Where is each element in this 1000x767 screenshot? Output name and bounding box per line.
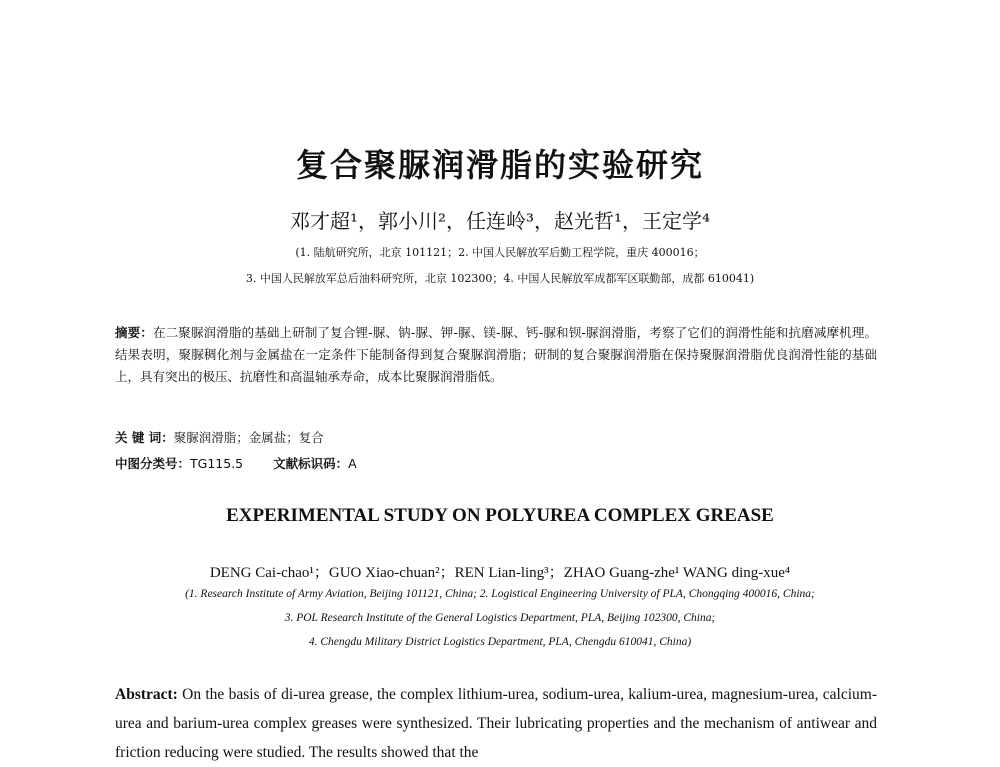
english-affiliation-line-3: 4. Chengdu Military District Logistics Department, PLA, Chengdu 610041, China) [308,636,692,648]
english-abstract-label: Abstract: [115,686,178,703]
clc-label: 中图分类号： [115,456,191,471]
keywords-label: 关 键 词： [115,430,174,445]
document-code-label: 文献标识码： [273,456,349,471]
chinese-affiliation-line-1: (1. 陆航研究所，北京 101121；2. 中国人民解放军后勤工程学院，重庆 400016； [295,246,705,259]
keywords-text: 聚脲润滑脂；金属盐；复合 [173,430,324,445]
chinese-affiliation-line-2: 3. 中国人民解放军总后油料研究所，北京 102300；4. 中国人民解放军成都军区联勤部，成都 610041) [245,272,755,285]
english-affiliation-line-2: 3. POL Research Institute of the General Logistics Department, PLA, Beijing 102300, China; [284,612,716,624]
document-code-value: A [348,456,357,471]
chinese-title: 复合聚脲润滑脂的实验研究 [295,146,704,184]
english-abstract-text: On the basis of di-urea grease, the complex lithium-urea, sodium-urea, kalium-urea, magnesium-urea, calcium-urea and barium-urea complex greases were synthesized. Their lubricating properties and the mechanism of antiwear and friction reducing were studied. The results showed that the [115,686,877,761]
english-title: EXPERIMENTAL STUDY ON POLYUREA COMPLEX GREASE [226,505,774,526]
chinese-abstract-text: 在二聚脲润滑脂的基础上研制了复合锂-脲、钠-脲、钾-脲、镁-脲、钙-脲和钡-脲润滑脂，考察了它们的润滑性能和抗磨减摩机理。结果表明，聚脲稠化剂与金属盐在一定条件下能制备得到复合聚脲润滑脂；研制的复合聚脲润滑脂在保持聚脲润滑脂优良润滑性能的基础上，具有突出的极压、抗磨性和高温轴承寿命，成本比聚脲润滑脂低。 [115,325,877,384]
classification-line [115,454,357,472]
chinese-authors: 邓才超¹，郭小川²，任连岭³，赵光哲¹，王定学⁴ [289,209,711,233]
english-abstract [115,680,877,767]
chinese-abstract-label: 摘要： [115,325,153,340]
english-affiliation-line-1: (1. Research Institute of Army Aviation, Beijing 101121, China; 2. Logistical Engineering University of PLA, Chongqing 400016, China; [185,588,815,600]
english-authors: DENG Cai-chao¹；GUO Xiao-chuan²；REN Lian-ling³；ZHAO Guang-zhe¹ WANG ding-xue⁴ [209,565,791,581]
chinese-abstract [115,322,877,388]
chinese-keywords [115,428,324,446]
clc-value: TG115.5 [190,456,244,471]
